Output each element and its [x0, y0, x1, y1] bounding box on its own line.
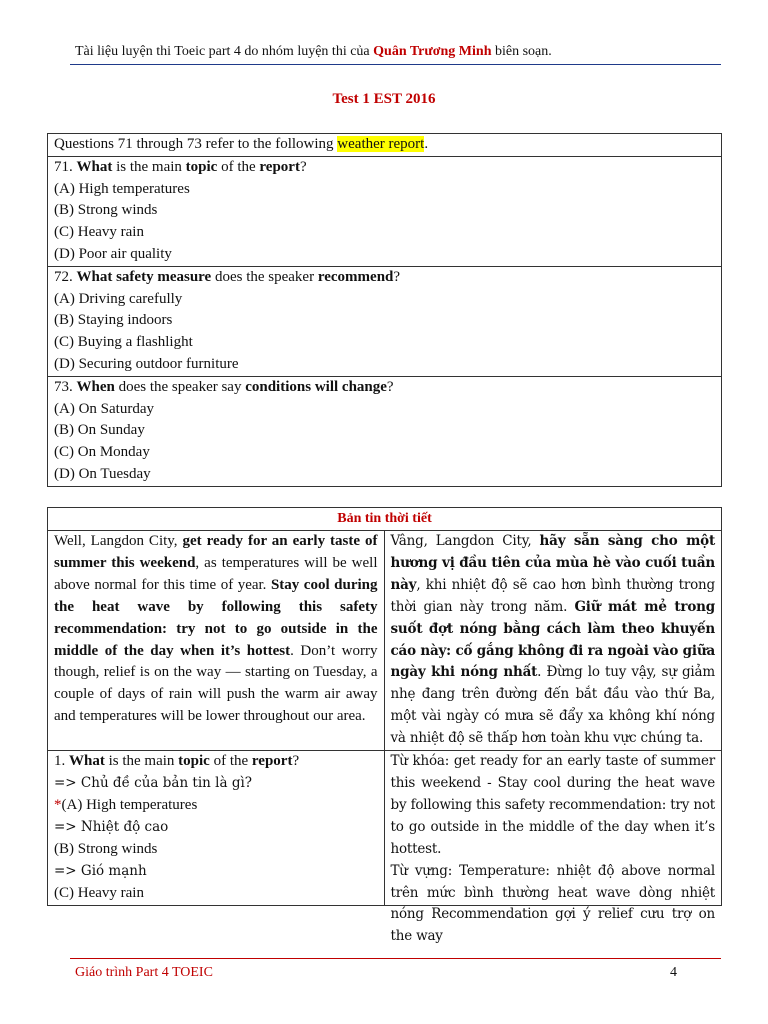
highlighted-topic: weather report: [337, 136, 425, 152]
answer-a: *(A) High temperatures: [54, 796, 198, 813]
option-c: (C) Buying a flashlight: [54, 334, 193, 351]
answer-b: (B) Strong winds: [54, 840, 158, 857]
option-b: (B) Staying indoors: [54, 312, 173, 329]
question-73-text: 73. When does the speaker say conditions will change?: [54, 378, 394, 395]
transcript-table: [47, 507, 722, 945]
transcript-vietnamese: Vâng, Langdon City, hãy sẵn sàng cho một hương vị đầu tiên của mùa hè vào cuối tuần này, khi nhiệt độ sẽ cao hơn bình thường trong thời gian này trong năm. Giữ mát mẻ trong suốt đợt nóng bằng cách làm theo khuyến cáo này: cố gắng không đi ra ngoài vào giữa ngày khi nóng nhất. Đừng lo tuy vậy, sự giảm nhẹ đang trên đường đến bắt đầu vào thứ Ba, một vài ngày có mưa sẽ đẩy xa không khí nóng và nhiệt độ sẽ thấp hơn toàn khu vực chúng ta.: [390, 533, 715, 747]
analysis-notes: [385, 751, 722, 945]
question-72-text: 72. What safety measure does the speaker recommend?: [54, 268, 401, 285]
header-text: Tài liệu luyện thi Toeic part 4 do nhóm luyện thi của: [75, 44, 374, 59]
question-71: [48, 156, 721, 266]
footer-text: Giáo trình Part 4 TOEIC: [75, 965, 213, 980]
test-title: Test 1 EST 2016: [332, 91, 436, 107]
page-number: 4: [670, 965, 677, 980]
option-a: (A) On Saturday: [54, 400, 154, 417]
header-suffix: biên soạn.: [491, 44, 552, 59]
analysis-question-vi: => Chủ đề của bản tin là gì?: [54, 774, 253, 791]
option-d: (D) Securing outdoor furniture: [54, 355, 239, 372]
answer-a-vi: => Nhiệt độ cao: [54, 818, 169, 835]
document-header: [75, 44, 552, 60]
keywords-note: Từ khóa: get ready for an early taste of summer this weekend - Stay cool during the heat wave by following this safety recommendation: try not to go outside in the middle of the day when it’s hottest.: [390, 753, 715, 857]
questions-intro: Questions 71 through 73 refer to the following weather report.: [54, 136, 429, 152]
transcript-row: [48, 531, 721, 750]
header-author: Quân Trương Minh: [373, 44, 492, 59]
option-c: (C) Heavy rain: [54, 224, 144, 241]
answer-b-vi: => Gió mạnh: [54, 862, 147, 879]
option-d: (D) Poor air quality: [54, 245, 172, 262]
vocabulary-note: Từ vựng: Temperature: nhiệt độ above normal trên mức bình thường heat wave dòng nhiệt nóng Recommendation gợi ý relief cưu trợ on the way: [390, 862, 715, 945]
option-a: (A) Driving carefully: [54, 290, 183, 307]
option-c: (C) On Monday: [54, 444, 150, 461]
option-d: (D) On Tuesday: [54, 465, 151, 482]
option-a: (A) High temperatures: [54, 180, 190, 197]
question-72: [48, 266, 721, 376]
analysis-row: [48, 750, 721, 945]
question-73: [48, 376, 721, 486]
questions-intro-row: [48, 134, 721, 156]
analysis-question-text: 1. What is the main topic of the report?: [54, 753, 300, 770]
transcript-english: Well, Langdon City, get ready for an early taste of summer this weekend, as temperatures will be well above normal for this time of year. Stay cool during the heat wave by following this safety recommendation: try not to go outside in the middle of the day when it’s hottest. Don’t worry though, relief is on the way — starting on Tuesday, a couple of days of rain will push the warm air away and temperatures will be lower throughout our area.: [48, 531, 385, 750]
answer-c: (C) Heavy rain: [54, 884, 144, 901]
header-divider: [70, 64, 721, 65]
analysis-question: [48, 751, 385, 905]
footer-divider: [70, 958, 721, 959]
transcript-heading: Bản tin thời tiết: [48, 508, 721, 531]
option-b: (B) Strong winds: [54, 202, 158, 219]
correct-mark: *: [54, 796, 62, 813]
question-71-text: 71. What is the main topic of the report?: [54, 158, 307, 175]
option-b: (B) On Sunday: [54, 422, 145, 439]
questions-table: [47, 133, 722, 487]
